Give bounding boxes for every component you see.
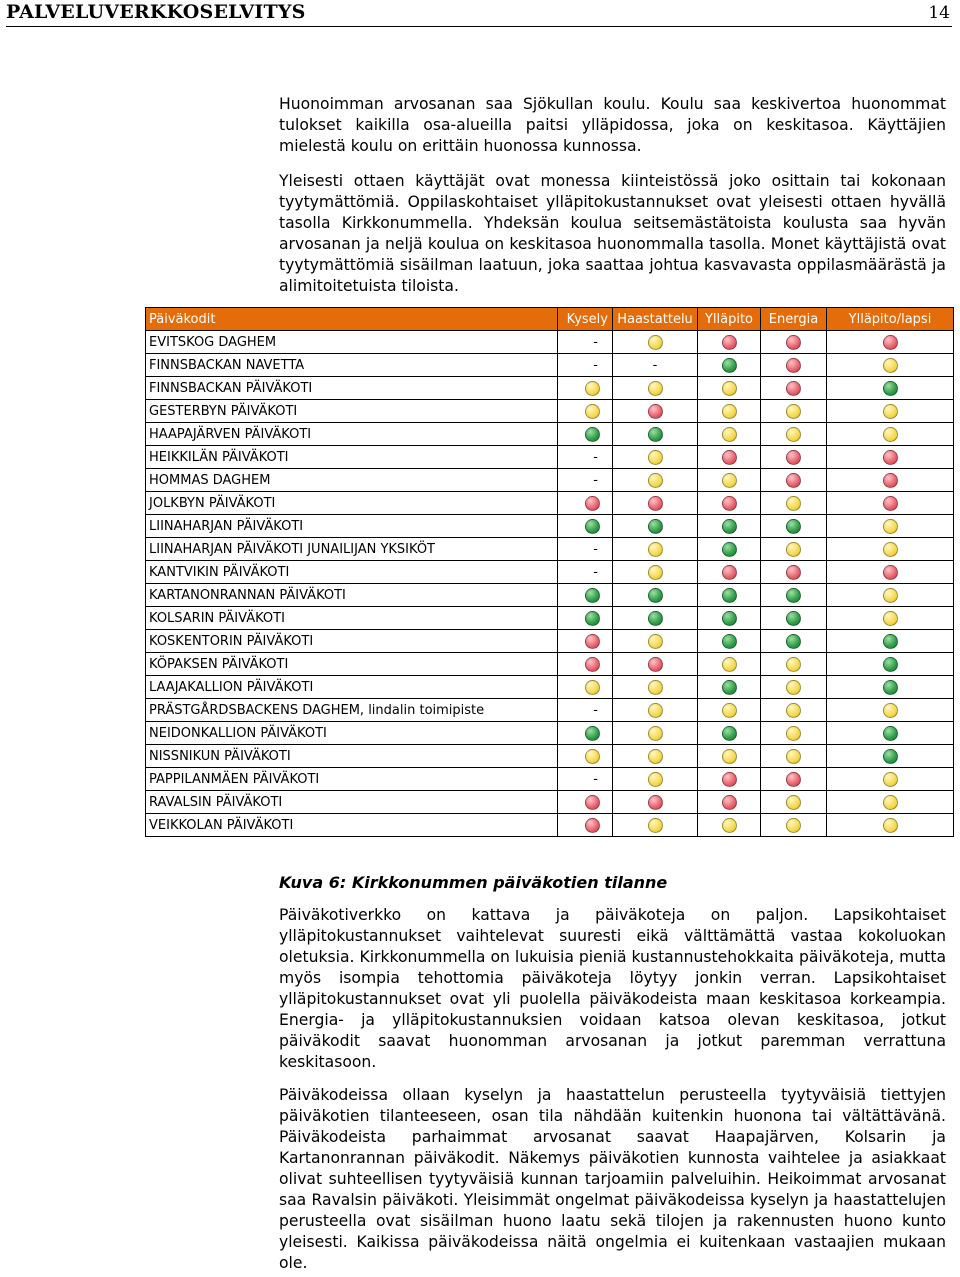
- yellow-status-indicator-icon: [786, 680, 801, 695]
- green-status-indicator-icon: [883, 680, 898, 695]
- cell-interview: [613, 469, 698, 492]
- red-status-indicator-icon: [883, 473, 898, 488]
- daycare-name: HOMMAS DAGHEM: [146, 469, 558, 492]
- red-status-indicator-icon: [722, 496, 737, 511]
- cell-energy: [761, 469, 827, 492]
- cell-survey: [558, 653, 613, 676]
- yellow-status-indicator-icon: [648, 818, 663, 833]
- cell-energy: [761, 791, 827, 814]
- column-header-maintenance-per-child: Ylläpito/lapsi: [827, 308, 954, 331]
- cell-survey: -: [558, 446, 613, 469]
- cell-energy: [761, 354, 827, 377]
- cell-energy: [761, 515, 827, 538]
- green-status-indicator-icon: [585, 726, 600, 741]
- cell-survey: [558, 584, 613, 607]
- cell-interview: [613, 584, 698, 607]
- daycare-name: RAVALSIN PÄIVÄKOTI: [146, 791, 558, 814]
- paragraph-bottom-1: Päiväkotiverkko on kattava ja päiväkoteja on paljon. Lapsikohtaiset ylläpitokustannukset vaihtelevat suuresti eikä välttämättä vastaa kokoluokan oletuksia. Kirkkonummella on lukuisia pieniä kustannustehokkaita päiväkoteja, mutta myös isompia tehottomia päiväkoteja löytyy jonkin verran. Lapsikohtaiset ylläpitokustannukset ovat yli puolella päiväkodeista maan keskitasoa korkeampia. Energia- ja ylläpitokustannuksien voidaan katsoa olevan keskitasoa, jotkut päiväkodit saavat huonomman arvosanan ja jotkut paremman verrattuna keskitasoon.: [279, 906, 946, 1071]
- page-number: 14: [928, 3, 950, 23]
- cell-maintenance: [698, 814, 761, 837]
- green-status-indicator-icon: [883, 726, 898, 741]
- page-header: [6, 0, 952, 27]
- yellow-status-indicator-icon: [648, 772, 663, 787]
- table-row: [146, 538, 954, 561]
- cell-maintenance-per-child: [827, 722, 954, 745]
- cell-survey: [558, 400, 613, 423]
- cell-survey: -: [558, 469, 613, 492]
- yellow-status-indicator-icon: [648, 473, 663, 488]
- yellow-status-indicator-icon: [786, 657, 801, 672]
- cell-maintenance: [698, 354, 761, 377]
- cell-energy: [761, 607, 827, 630]
- cell-survey: -: [558, 561, 613, 584]
- cell-survey: [558, 722, 613, 745]
- daycare-name: HEIKKILÄN PÄIVÄKOTI: [146, 446, 558, 469]
- green-status-indicator-icon: [585, 611, 600, 626]
- red-status-indicator-icon: [883, 335, 898, 350]
- daycare-name: LAAJAKALLION PÄIVÄKOTI: [146, 676, 558, 699]
- red-status-indicator-icon: [722, 450, 737, 465]
- table-row: [146, 469, 954, 492]
- table-row: [146, 423, 954, 446]
- table-row: [146, 354, 954, 377]
- green-status-indicator-icon: [883, 749, 898, 764]
- daycare-name: KARTANONRANNAN PÄIVÄKOTI: [146, 584, 558, 607]
- cell-energy: [761, 630, 827, 653]
- green-status-indicator-icon: [722, 542, 737, 557]
- green-status-indicator-icon: [722, 680, 737, 695]
- cell-interview: [613, 492, 698, 515]
- green-status-indicator-icon: [585, 519, 600, 534]
- cell-survey: -: [558, 538, 613, 561]
- cell-maintenance-per-child: [827, 538, 954, 561]
- cell-energy: [761, 768, 827, 791]
- green-status-indicator-icon: [786, 634, 801, 649]
- cell-maintenance: [698, 630, 761, 653]
- cell-maintenance-per-child: [827, 423, 954, 446]
- yellow-status-indicator-icon: [722, 427, 737, 442]
- cell-energy: [761, 423, 827, 446]
- cell-interview: [613, 446, 698, 469]
- green-status-indicator-icon: [883, 381, 898, 396]
- cell-energy: [761, 584, 827, 607]
- cell-maintenance: [698, 446, 761, 469]
- green-status-indicator-icon: [648, 519, 663, 534]
- cell-maintenance-per-child: [827, 584, 954, 607]
- table-row: [146, 791, 954, 814]
- table-body: [146, 331, 954, 837]
- yellow-status-indicator-icon: [786, 749, 801, 764]
- cell-maintenance: [698, 400, 761, 423]
- cell-interview: [613, 676, 698, 699]
- column-header-maintenance: Ylläpito: [698, 308, 761, 331]
- yellow-status-indicator-icon: [786, 496, 801, 511]
- cell-maintenance-per-child: [827, 768, 954, 791]
- daycare-name: KOSKENTORIN PÄIVÄKOTI: [146, 630, 558, 653]
- yellow-status-indicator-icon: [648, 726, 663, 741]
- cell-maintenance: [698, 607, 761, 630]
- cell-survey: -: [558, 354, 613, 377]
- table-row: [146, 745, 954, 768]
- table-row: [146, 768, 954, 791]
- cell-interview: [613, 377, 698, 400]
- cell-maintenance-per-child: [827, 446, 954, 469]
- daycare-name: GESTERBYN PÄIVÄKOTI: [146, 400, 558, 423]
- cell-survey: [558, 745, 613, 768]
- cell-survey: [558, 630, 613, 653]
- cell-maintenance-per-child: [827, 377, 954, 400]
- table-row: [146, 653, 954, 676]
- table-row: [146, 400, 954, 423]
- cell-energy: [761, 331, 827, 354]
- red-status-indicator-icon: [585, 795, 600, 810]
- cell-interview: [613, 538, 698, 561]
- cell-interview: [613, 745, 698, 768]
- cell-maintenance-per-child: [827, 676, 954, 699]
- cell-energy: [761, 538, 827, 561]
- green-status-indicator-icon: [722, 634, 737, 649]
- green-status-indicator-icon: [648, 611, 663, 626]
- yellow-status-indicator-icon: [722, 381, 737, 396]
- red-status-indicator-icon: [786, 450, 801, 465]
- yellow-status-indicator-icon: [786, 542, 801, 557]
- green-status-indicator-icon: [786, 519, 801, 534]
- cell-survey: [558, 607, 613, 630]
- cell-maintenance-per-child: [827, 354, 954, 377]
- cell-energy: [761, 561, 827, 584]
- cell-energy: [761, 400, 827, 423]
- cell-maintenance: [698, 331, 761, 354]
- yellow-status-indicator-icon: [786, 404, 801, 419]
- cell-interview: [613, 423, 698, 446]
- green-status-indicator-icon: [722, 358, 737, 373]
- red-status-indicator-icon: [585, 496, 600, 511]
- daycare-name: FINNSBACKAN NAVETTA: [146, 354, 558, 377]
- daycare-name: KOLSARIN PÄIVÄKOTI: [146, 607, 558, 630]
- red-status-indicator-icon: [648, 404, 663, 419]
- table-header-row: [146, 308, 954, 331]
- cell-survey: [558, 814, 613, 837]
- red-status-indicator-icon: [786, 565, 801, 580]
- cell-energy: [761, 676, 827, 699]
- yellow-status-indicator-icon: [883, 542, 898, 557]
- table-row: [146, 722, 954, 745]
- red-status-indicator-icon: [722, 795, 737, 810]
- cell-energy: [761, 653, 827, 676]
- document-title: PALVELUVERKKOSELVITYS: [6, 1, 306, 23]
- table-row: [146, 676, 954, 699]
- yellow-status-indicator-icon: [648, 542, 663, 557]
- yellow-status-indicator-icon: [585, 749, 600, 764]
- cell-energy: [761, 722, 827, 745]
- yellow-status-indicator-icon: [883, 703, 898, 718]
- green-status-indicator-icon: [722, 588, 737, 603]
- cell-survey: [558, 423, 613, 446]
- yellow-status-indicator-icon: [883, 519, 898, 534]
- table-row: [146, 492, 954, 515]
- cell-interview: [613, 653, 698, 676]
- green-status-indicator-icon: [786, 611, 801, 626]
- cell-maintenance-per-child: [827, 515, 954, 538]
- cell-interview: [613, 331, 698, 354]
- daycare-name: LIINAHARJAN PÄIVÄKOTI JUNAILIJAN YKSIKÖT: [146, 538, 558, 561]
- cell-maintenance: [698, 561, 761, 584]
- yellow-status-indicator-icon: [786, 795, 801, 810]
- daycare-name: LIINAHARJAN PÄIVÄKOTI: [146, 515, 558, 538]
- cell-survey: [558, 676, 613, 699]
- cell-maintenance: [698, 515, 761, 538]
- red-status-indicator-icon: [585, 657, 600, 672]
- cell-interview: [613, 515, 698, 538]
- green-status-indicator-icon: [648, 427, 663, 442]
- daycare-name: HAAPAJÄRVEN PÄIVÄKOTI: [146, 423, 558, 446]
- cell-maintenance-per-child: [827, 561, 954, 584]
- yellow-status-indicator-icon: [722, 657, 737, 672]
- green-status-indicator-icon: [722, 611, 737, 626]
- cell-maintenance: [698, 676, 761, 699]
- cell-interview: [613, 814, 698, 837]
- cell-interview: [613, 768, 698, 791]
- green-status-indicator-icon: [883, 657, 898, 672]
- yellow-status-indicator-icon: [883, 818, 898, 833]
- table-row: [146, 607, 954, 630]
- yellow-status-indicator-icon: [648, 335, 663, 350]
- green-status-indicator-icon: [722, 726, 737, 741]
- red-status-indicator-icon: [585, 818, 600, 833]
- cell-maintenance-per-child: [827, 331, 954, 354]
- column-header-energy: Energia: [761, 308, 827, 331]
- cell-survey: -: [558, 331, 613, 354]
- yellow-status-indicator-icon: [722, 703, 737, 718]
- daycare-name: PRÄSTGÅRDSBACKENS DAGHEM, lindalin toimipiste: [146, 699, 558, 722]
- cell-maintenance: [698, 584, 761, 607]
- cell-interview: -: [613, 354, 698, 377]
- cell-maintenance-per-child: [827, 653, 954, 676]
- yellow-status-indicator-icon: [648, 450, 663, 465]
- red-status-indicator-icon: [786, 772, 801, 787]
- cell-survey: -: [558, 768, 613, 791]
- table-row: [146, 377, 954, 400]
- daycare-status-table: [145, 307, 954, 837]
- cell-interview: [613, 607, 698, 630]
- red-status-indicator-icon: [786, 473, 801, 488]
- yellow-status-indicator-icon: [786, 726, 801, 741]
- daycare-name: NEIDONKALLION PÄIVÄKOTI: [146, 722, 558, 745]
- yellow-status-indicator-icon: [883, 404, 898, 419]
- cell-interview: [613, 561, 698, 584]
- cell-interview: [613, 791, 698, 814]
- cell-survey: -: [558, 699, 613, 722]
- yellow-status-indicator-icon: [883, 588, 898, 603]
- cell-energy: [761, 377, 827, 400]
- cell-survey: [558, 492, 613, 515]
- green-status-indicator-icon: [648, 588, 663, 603]
- yellow-status-indicator-icon: [722, 404, 737, 419]
- table-row: [146, 630, 954, 653]
- cell-maintenance-per-child: [827, 469, 954, 492]
- cell-maintenance: [698, 722, 761, 745]
- cell-energy: [761, 814, 827, 837]
- cell-interview: [613, 630, 698, 653]
- daycare-name: FINNSBACKAN PÄIVÄKOTI: [146, 377, 558, 400]
- cell-maintenance-per-child: [827, 400, 954, 423]
- yellow-status-indicator-icon: [648, 634, 663, 649]
- cell-maintenance: [698, 492, 761, 515]
- red-status-indicator-icon: [585, 634, 600, 649]
- cell-energy: [761, 745, 827, 768]
- yellow-status-indicator-icon: [585, 680, 600, 695]
- cell-maintenance-per-child: [827, 814, 954, 837]
- cell-interview: [613, 699, 698, 722]
- figure-caption: Kuva 6: Kirkkonummen päiväkotien tilanne: [279, 873, 668, 892]
- daycare-name: KÖPAKSEN PÄIVÄKOTI: [146, 653, 558, 676]
- yellow-status-indicator-icon: [786, 427, 801, 442]
- yellow-status-indicator-icon: [648, 749, 663, 764]
- daycare-name: EVITSKOG DAGHEM: [146, 331, 558, 354]
- cell-survey: [558, 791, 613, 814]
- table-row: [146, 561, 954, 584]
- daycare-name: JOLKBYN PÄIVÄKOTI: [146, 492, 558, 515]
- table-row: [146, 515, 954, 538]
- cell-maintenance: [698, 699, 761, 722]
- cell-maintenance: [698, 423, 761, 446]
- cell-energy: [761, 446, 827, 469]
- cell-maintenance-per-child: [827, 630, 954, 653]
- paragraph-top-2: Yleisesti ottaen käyttäjät ovat monessa kiinteistössä joko osittain tai kokonaan tyytymättömiä. Oppilaskohtaiset ylläpitokustannukset ovat yleisesti ottaen hyvällä tasolla Kirkkonummella. Yhdeksän koulua seitsemästätoista koulusta saa hyvän arvosanan ja neljä koulua on keskitasoa huonommalla tasolla. Monet käyttäjistä ovat tyytymättömiä sisäilman laatuun, joka saattaa johtua kasvavasta oppilasmäärästä ja alimitoitetuista tiloista.: [279, 172, 946, 295]
- daycare-name: PAPPILANMÄEN PÄIVÄKOTI: [146, 768, 558, 791]
- table-row: [146, 814, 954, 837]
- red-status-indicator-icon: [722, 772, 737, 787]
- yellow-status-indicator-icon: [648, 381, 663, 396]
- yellow-status-indicator-icon: [722, 749, 737, 764]
- table-row: [146, 446, 954, 469]
- yellow-status-indicator-icon: [786, 703, 801, 718]
- green-status-indicator-icon: [786, 588, 801, 603]
- yellow-status-indicator-icon: [722, 818, 737, 833]
- yellow-status-indicator-icon: [883, 427, 898, 442]
- yellow-status-indicator-icon: [648, 703, 663, 718]
- red-status-indicator-icon: [722, 335, 737, 350]
- red-status-indicator-icon: [786, 335, 801, 350]
- column-header-survey: Kysely: [558, 308, 613, 331]
- yellow-status-indicator-icon: [648, 565, 663, 580]
- red-status-indicator-icon: [883, 450, 898, 465]
- cell-maintenance-per-child: [827, 791, 954, 814]
- cell-maintenance-per-child: [827, 745, 954, 768]
- paragraph-bottom-2: Päiväkodeissa ollaan kyselyn ja haastattelun perusteella tyytyväisiä tiettyjen päiväkotien tilanteeseen, osan tila nähdään kuitenkin huonona tai vältättävänä. Päiväkodeista parhaimmat arvosanat saavat Haapajärven, Kolsarin ja Kartanonrannan päiväkodit. Näkemys päiväkotien kunnosta vaihtelee ja asiakkaat olivat suhteellisen tyytyväisiä kunnan tarjoamiin palveluihin. Heikoimmat arvosanat saa Ravalsin päiväkoti. Yleisimmät ongelmat päiväkodeissa kyselyn ja haastattelujen perusteella ovat sisäilman huono laatu sekä tilojen ja rakennusten huono kunto yleisesti. Kaikissa päiväkodeissa näitä ongelmia ei kuitenkaan vastaajien mukaan ole.: [279, 1086, 946, 1272]
- red-status-indicator-icon: [648, 795, 663, 810]
- green-status-indicator-icon: [585, 427, 600, 442]
- cell-survey: [558, 377, 613, 400]
- yellow-status-indicator-icon: [786, 818, 801, 833]
- table-row: [146, 699, 954, 722]
- column-header-interview: Haastattelu: [613, 308, 698, 331]
- yellow-status-indicator-icon: [883, 795, 898, 810]
- yellow-status-indicator-icon: [722, 473, 737, 488]
- cell-maintenance: [698, 745, 761, 768]
- green-status-indicator-icon: [883, 634, 898, 649]
- cell-maintenance-per-child: [827, 607, 954, 630]
- column-header-name: Päiväkodit: [146, 308, 558, 331]
- daycare-name: VEIKKOLAN PÄIVÄKOTI: [146, 814, 558, 837]
- red-status-indicator-icon: [786, 358, 801, 373]
- green-status-indicator-icon: [585, 588, 600, 603]
- cell-maintenance: [698, 791, 761, 814]
- daycare-name: KANTVIKIN PÄIVÄKOTI: [146, 561, 558, 584]
- cell-maintenance-per-child: [827, 492, 954, 515]
- red-status-indicator-icon: [883, 496, 898, 511]
- cell-energy: [761, 699, 827, 722]
- red-status-indicator-icon: [722, 565, 737, 580]
- cell-interview: [613, 722, 698, 745]
- table-row: [146, 331, 954, 354]
- cell-maintenance: [698, 469, 761, 492]
- yellow-status-indicator-icon: [585, 381, 600, 396]
- daycare-name: NISSNIKUN PÄIVÄKOTI: [146, 745, 558, 768]
- red-status-indicator-icon: [648, 496, 663, 511]
- yellow-status-indicator-icon: [883, 772, 898, 787]
- red-status-indicator-icon: [786, 381, 801, 396]
- cell-maintenance: [698, 768, 761, 791]
- red-status-indicator-icon: [648, 657, 663, 672]
- green-status-indicator-icon: [722, 519, 737, 534]
- cell-maintenance: [698, 653, 761, 676]
- cell-maintenance: [698, 377, 761, 400]
- paragraph-top-1: Huonoimman arvosanan saa Sjökullan koulu. Koulu saa keskivertoa huonommat tulokset kaikilla osa-alueilla paitsi ylläpidossa, joka on keskitasoa. Käyttäjien mielestä koulu on erittäin huonossa kunnossa.: [279, 95, 946, 155]
- table-row: [146, 584, 954, 607]
- cell-interview: [613, 400, 698, 423]
- yellow-status-indicator-icon: [883, 611, 898, 626]
- cell-maintenance-per-child: [827, 699, 954, 722]
- cell-energy: [761, 492, 827, 515]
- yellow-status-indicator-icon: [585, 404, 600, 419]
- cell-maintenance: [698, 538, 761, 561]
- yellow-status-indicator-icon: [883, 358, 898, 373]
- red-status-indicator-icon: [883, 565, 898, 580]
- cell-survey: [558, 515, 613, 538]
- yellow-status-indicator-icon: [648, 680, 663, 695]
